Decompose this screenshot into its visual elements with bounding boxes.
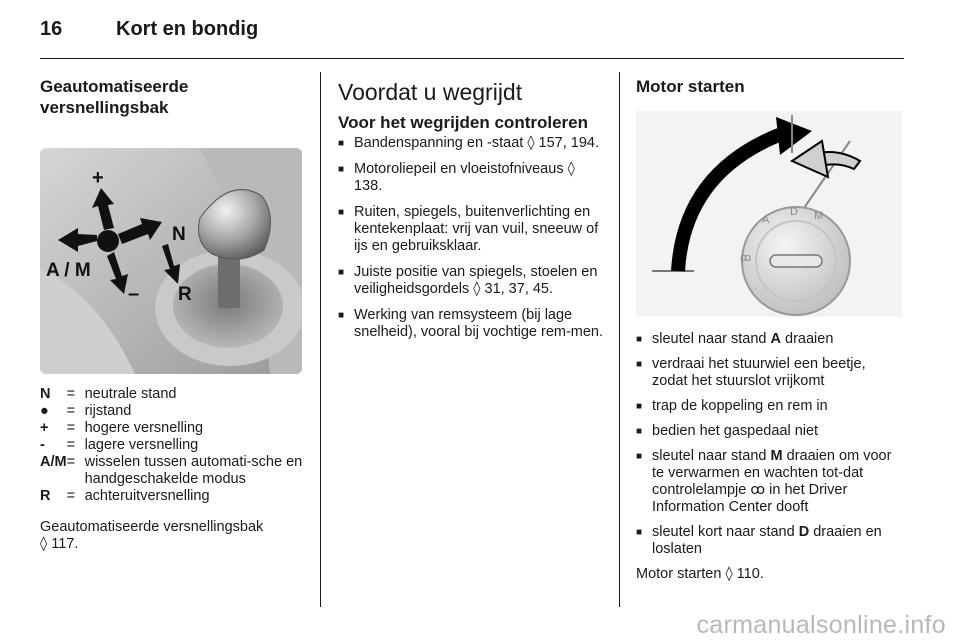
column-divider xyxy=(619,72,620,607)
list-item: ■ Juiste positie van spiegels, stoelen en veiligheidsgordels ◊ 31, 37, 45. xyxy=(338,264,606,298)
legend-key: + xyxy=(40,420,49,436)
legend-row xyxy=(40,386,304,403)
legend-text: neutrale stand xyxy=(84,386,177,402)
fig-label-r: R xyxy=(178,284,192,305)
legend-text: rijstand xyxy=(84,403,132,419)
ref-page: 31, 37, 45. xyxy=(484,281,554,297)
legend-text: lagere versnelling xyxy=(84,437,199,453)
start-engine-reference: Motor starten ◊ 110. xyxy=(636,566,764,582)
list-item: ■ Ruiten, spiegels, buitenverlichting en kentekenplaat: vrij van vuil, sneeuw of ijs en gebruiksklaar. xyxy=(338,204,606,255)
ref-symbol: ◊ xyxy=(40,536,48,552)
column-start-engine xyxy=(636,76,904,583)
ref-page: 138. xyxy=(354,178,383,194)
section-title-before-driving: Voordat u wegrijdt xyxy=(338,79,523,105)
chapter-title: Kort en bondig xyxy=(116,18,259,40)
legend-row xyxy=(40,437,304,454)
list-item: ■ sleutel naar stand A draaien xyxy=(636,331,904,348)
legend-key: N xyxy=(40,386,51,402)
legend-equals: = xyxy=(66,420,76,436)
svg-text:ꝏ: ꝏ xyxy=(740,252,752,264)
list-item: ■ Motoroliepeil en vloeistofniveaus ◊ 138. xyxy=(338,161,606,195)
watermark: carmanualsonline.info xyxy=(696,611,946,639)
gear-legend xyxy=(40,386,304,505)
subsection-title-checks: Voor het wegrijden controleren xyxy=(338,113,588,132)
fig-label-am: A / M xyxy=(46,260,91,281)
ignition-key-illustration xyxy=(636,111,902,317)
section-heading-gearbox: Geautomatiseerde versnellingsbak xyxy=(40,77,189,117)
column-gearbox xyxy=(40,76,304,553)
ref-symbol: ◊ xyxy=(725,566,733,582)
legend-equals: = xyxy=(66,437,76,453)
start-steps-list xyxy=(636,331,904,558)
column-divider xyxy=(320,72,321,607)
svg-text:D: D xyxy=(790,206,798,218)
svg-text:M: M xyxy=(814,210,824,222)
ref-page: 110. xyxy=(736,566,764,582)
page-number: 16 xyxy=(40,18,63,40)
svg-text:A: A xyxy=(762,214,770,226)
list-item: ■ sleutel naar stand M draaien om voor te verwarmen en wachten tot-dat controlelampje ꝏ in het Driver Information Center dooft xyxy=(636,448,904,516)
column-before-driving xyxy=(338,76,606,350)
list-item: ■ verdraai het stuurwiel een beetje, zodat het stuurslot vrijkomt xyxy=(636,356,904,390)
list-item: ■ Werking van remsysteem (bij lage snelheid), vooral bij vochtige rem-men. xyxy=(338,307,606,341)
legend-key: - xyxy=(40,437,45,453)
legend-row xyxy=(40,454,304,488)
legend-equals: = xyxy=(66,488,76,504)
checks-list xyxy=(338,135,606,341)
legend-text: hogere versnelling xyxy=(84,420,204,436)
key-position: D xyxy=(798,524,810,540)
list-item: ■ Bandenspanning en -staat ◊ 157, 194. xyxy=(338,135,606,152)
legend-key: ● xyxy=(40,403,49,419)
fig-label-n: N xyxy=(172,224,186,245)
legend-equals: = xyxy=(66,403,76,419)
legend-equals: = xyxy=(66,454,76,470)
ref-symbol: ◊ xyxy=(567,161,575,177)
ref-page: 117. xyxy=(51,536,79,552)
key-position: A xyxy=(770,331,781,347)
ref-page: 157, 194. xyxy=(538,135,600,151)
legend-equals: = xyxy=(66,386,76,402)
gear-selector-illustration xyxy=(40,148,302,374)
fig-label-minus: – xyxy=(128,283,140,305)
key-position: M xyxy=(770,448,783,464)
legend-text: achteruitversnelling xyxy=(84,488,210,504)
ref-symbol: ◊ xyxy=(527,135,535,151)
legend-text: wisselen tussen automati-sche en handgeschakelde modus xyxy=(84,454,303,487)
legend-row xyxy=(40,488,304,505)
list-item: ■ bedien het gaspedaal niet xyxy=(636,423,904,440)
legend-row xyxy=(40,403,304,420)
section-title-start-engine: Motor starten xyxy=(636,77,745,96)
fig-label-plus: + xyxy=(92,167,104,189)
legend-row xyxy=(40,420,304,437)
ref-symbol: ◊ xyxy=(473,281,481,297)
legend-key: A/M xyxy=(40,454,67,470)
legend-key: R xyxy=(40,488,51,504)
list-item: ■ trap de koppeling en rem in xyxy=(636,398,904,415)
page-header xyxy=(40,18,258,41)
header-rule xyxy=(40,58,904,59)
list-item: ■ sleutel kort naar stand D draaien en loslaten xyxy=(636,524,904,558)
gearbox-reference: Geautomatiseerde versnellingsbak ◊ 117. xyxy=(40,519,264,552)
